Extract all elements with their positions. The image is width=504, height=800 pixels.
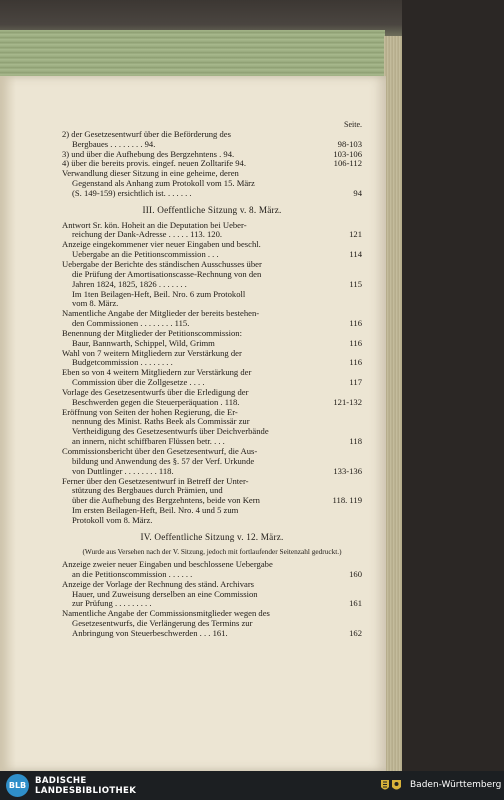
entry-text: stützung des Bergbaues durch Prämien, und — [72, 485, 223, 496]
entry-text: 2) der Gesetzesentwurf über die Beförderung des — [62, 128, 231, 139]
entry-text: Benennung der Mitglieder der Petitionscommission: — [62, 327, 242, 338]
entry-text: Namentliche Angabe der Commissionsmitglieder wegen des — [62, 608, 270, 619]
index-entry — [62, 368, 362, 388]
entry-text: bildung und Anwendung des §. 57 der Verf. Urkunde — [72, 455, 255, 466]
entry-text: Anzeige eingekommener vier neuer Eingaben und beschl. — [62, 239, 261, 250]
index-entry — [62, 560, 362, 580]
book-page-edge — [0, 30, 385, 78]
section-note: (Wurde aus Versehen nach der V. Sitzung, jedoch mit fortlaufender Seitenzahl gedruckt.) — [82, 546, 342, 556]
entry-text: reichung der Dank-Adresse . . . . . 113. 120. — [72, 229, 223, 240]
entry-text: 4) über die bereits provis. eingef. neuen Zolltarife 94. — [62, 158, 246, 169]
index-entry — [62, 388, 362, 408]
entry-text: Budgetcommission . . . . . . . . — [72, 357, 173, 368]
entry-pages: 116 — [349, 337, 362, 348]
entry-text: Antwort Sr. kön. Hoheit an die Deputation bei Ueber- — [62, 219, 247, 230]
entry-text: Commission über die Zollgesetze . . . . — [72, 377, 205, 388]
entry-pages: 121 — [349, 229, 362, 240]
index-entry — [62, 221, 362, 241]
index-content — [62, 120, 362, 639]
entry-text: Eben so von 4 weitern Mitgliedern zur Verstärkung der — [62, 367, 252, 378]
entry-text: Gegenstand als Anhang zum Protokoll vom 15. März — [72, 178, 255, 189]
entry-text: vom 8. März. — [72, 298, 119, 309]
entry-text: Jahren 1824, 1825, 1826 . . . . . . . — [72, 278, 187, 289]
entry-text: über die Aufhebung des Bergzehntens, beide von Kern — [72, 495, 260, 506]
index-entry — [62, 477, 362, 526]
entry-pages: 121-132 — [333, 396, 362, 407]
index-entry — [62, 580, 362, 610]
entry-pages: 94 — [353, 187, 362, 198]
entry-text: Vertheidigung des Gesetzesentwurfs über Deichverbände — [72, 426, 269, 437]
entry-text: Baur, Bannwarth, Schippel, Wild, Grimm — [72, 337, 215, 348]
section-title: IV. Oeffentliche Sitzung v. 12. März. — [140, 531, 284, 542]
index-entry — [62, 447, 362, 477]
entry-text: 3) und über die Aufhebung des Bergzehntens . 94. — [62, 148, 235, 159]
index-entry — [62, 349, 362, 369]
entry-text: nennung des Minist. Raths Beek als Commissär zur — [72, 416, 250, 427]
entry-text: Anbringung von Steuerbeschwerden . . . 161. — [72, 627, 228, 638]
entry-pages: 133-136 — [333, 465, 362, 476]
entry-text: Namentliche Angabe der Mitglieder der bereits bestehen- — [62, 308, 260, 319]
index-entry — [62, 260, 362, 309]
entry-text: Eröffnung von Seiten der hohen Regierung, die Er- — [62, 406, 238, 417]
entry-text: Anzeige zweier neuer Eingaben und beschlossene Uebergabe — [62, 559, 273, 569]
entry-text: Im 1ten Beilagen-Heft, Beil. Nro. 6 zum Protokoll — [72, 288, 246, 299]
entry-text: von Duttlinger . . . . . . . . 118. — [72, 465, 174, 476]
library-name[interactable] — [35, 776, 136, 796]
state-name[interactable]: Baden-Württemberg — [410, 780, 502, 790]
entry-pages: 118. 119 — [332, 495, 362, 506]
entry-pages: 114 — [349, 249, 362, 260]
entry-text: Verwandlung dieser Sitzung in eine geheime, deren — [62, 168, 239, 179]
entry-text: Gesetzesentwurfs, die Verlängerung des Termins zur — [72, 618, 253, 629]
entry-text: Uebergabe an die Petitionscommission . . . — [72, 249, 219, 260]
index-entry — [62, 130, 362, 150]
entry-text: an innern, nicht schiffbaren Flüssen betr. . . . — [72, 436, 225, 447]
library-name-line2: LANDESBIBLIOTHEK — [35, 786, 137, 796]
section-title: III. Oeffentliche Sitzung v. 8. März. — [142, 204, 282, 215]
index-entry — [62, 309, 362, 329]
entry-pages: 162 — [349, 627, 362, 638]
sections-container — [62, 130, 362, 639]
blb-logo-icon[interactable]: BLB — [6, 774, 29, 797]
entry-text: Bergbaues . . . . . . . . 94. — [72, 138, 156, 149]
entry-line — [62, 516, 362, 526]
seite-label: Seite. — [344, 120, 362, 129]
page-gutter-shadow — [0, 76, 16, 771]
entry-pages: 116 — [349, 357, 362, 368]
index-entry — [62, 240, 362, 260]
entry-text: Beschwerden gegen die Steuerperäquation . 118. — [72, 396, 240, 407]
index-entry — [62, 609, 362, 639]
index-entry — [62, 169, 362, 199]
entry-text: (S. 149-159) ersichtlich ist. . . . . . . — [72, 187, 192, 198]
entry-pages: 116 — [349, 318, 362, 329]
entry-pages: 118 — [349, 436, 362, 447]
entry-pages: 98-103 — [337, 138, 362, 149]
entry-text: Uebergabe der Berichte des ständischen Ausschusses über — [62, 258, 262, 269]
entry-pages: 117 — [349, 377, 362, 388]
entry-pages: 103-106 — [333, 148, 362, 159]
background-dark — [402, 0, 504, 771]
entry-text: Commissionsbericht über den Gesetzesentwurf, die Aus- — [62, 446, 258, 456]
entry-text: zur Prüfung . . . . . . . . . — [72, 598, 152, 609]
entry-text: Hauer, und Zuweisung derselben an eine Commission — [72, 588, 258, 599]
index-entry — [62, 329, 362, 349]
entry-pages: 115 — [349, 278, 362, 289]
library-name-line1: BADISCHE — [35, 776, 87, 786]
entry-text: Vorlage des Gesetzesentwurfs über die Erledigung der — [62, 386, 249, 397]
entry-text: den Commissionen . . . . . . . . 115. — [72, 318, 190, 329]
entry-text: Im ersten Beilagen-Heft, Beil. Nro. 4 und 5 zum — [72, 505, 239, 516]
entry-text: an die Petitionscommission . . . . . . — [72, 568, 193, 579]
footer-bar — [0, 771, 504, 800]
entry-pages: 160 — [349, 568, 362, 579]
entry-line — [62, 629, 362, 639]
entry-text: Wahl von 7 weitern Mitgliedern zur Verstärkung der — [62, 347, 242, 358]
entry-text: die Prüfung der Amortisationscasse-Rechnung von den — [72, 268, 262, 279]
entry-pages: 106-112 — [333, 158, 362, 169]
book-fore-edge — [384, 36, 402, 771]
entry-text: Ferner über den Gesetzesentwurf in Betreff der Unter- — [62, 475, 249, 486]
index-entry — [62, 408, 362, 447]
bw-crest-icon — [378, 777, 404, 794]
entry-text: Protokoll vom 8. März. — [72, 514, 153, 525]
entry-text: Anzeige der Vorlage der Rechnung des ständ. Archivars — [62, 578, 255, 589]
entry-line — [62, 189, 362, 199]
entry-pages: 161 — [349, 598, 362, 609]
